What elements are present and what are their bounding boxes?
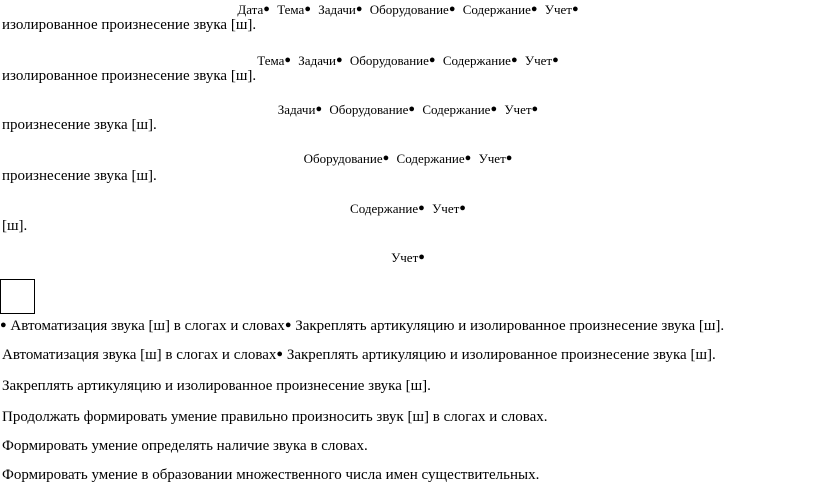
bullet-icon: ● — [355, 3, 363, 15]
task-line-4: Продолжать формировать умение правильно произносить звук [ш] в слогах и словах. — [2, 409, 548, 425]
bullet-icon: ● — [276, 348, 284, 360]
header-item: Тема● — [257, 53, 292, 68]
header-item: Оборудование● — [369, 2, 456, 17]
bullet-icon: ● — [418, 202, 425, 214]
header-item: Тема● — [277, 2, 311, 17]
bullet-icon: ● — [0, 319, 7, 331]
header-item: Содержание● — [462, 2, 538, 17]
image-placeholder — [0, 279, 35, 314]
task-text: Автоматизация звука [ш] в слогах и словах — [10, 318, 285, 334]
header-item: Задачи● — [277, 102, 323, 117]
header-item: Задачи● — [298, 53, 343, 68]
header-item: Учет● — [391, 250, 425, 265]
bullet-icon: ● — [531, 103, 539, 115]
bullet-icon: ● — [315, 103, 323, 115]
header-item: Оборудование● — [303, 151, 390, 166]
header-row-5 — [0, 201, 816, 218]
bullet-icon: ● — [428, 54, 436, 66]
bullet-icon: ● — [464, 152, 472, 164]
header-item: Содержание● — [442, 53, 518, 68]
task-text: Автоматизация звука [ш] в слогах и словах — [2, 347, 277, 363]
text-fragment: изолированное произнесение звука [ш]. — [2, 17, 257, 33]
task-line-3: Закреплять артикуляцию и изолированное произнесение звука [ш]. — [2, 378, 431, 394]
header-item: Содержание● — [422, 102, 498, 117]
bullet-icon: ● — [382, 152, 390, 164]
text-fragment: произнесение звука [ш]. — [2, 168, 157, 184]
bullet-icon: ● — [335, 54, 343, 66]
bullet-icon: ● — [571, 3, 579, 15]
header-item: Оборудование● — [329, 102, 416, 117]
header-item: Учет● — [544, 2, 579, 17]
task-text: Закреплять артикуляцию и изолированное произнесение звука [ш]. — [286, 347, 716, 363]
task-line-2 — [2, 347, 716, 365]
header-item: Задачи● — [318, 2, 363, 17]
bullet-icon: ● — [304, 3, 311, 15]
bullet-icon: ● — [510, 54, 518, 66]
header-item: Оборудование● — [349, 53, 436, 68]
header-item: Дата● — [237, 2, 270, 17]
bullet-icon: ● — [448, 3, 456, 15]
bullet-icon: ● — [284, 319, 292, 331]
task-text: Закреплять артикуляцию и изолированное произнесение звука [ш]. — [295, 318, 725, 334]
task-line-6: Формировать умение в образовании множественного числа имен существительных. — [2, 467, 540, 483]
text-fragment: произнесение звука [ш]. — [2, 117, 157, 133]
task-line-1 — [0, 318, 724, 336]
bullet-icon: ● — [505, 152, 513, 164]
header-item: Содержание● — [396, 151, 472, 166]
bullet-icon: ● — [490, 103, 498, 115]
bullet-icon: ● — [284, 54, 292, 66]
header-item: Учет● — [478, 151, 513, 166]
bullet-icon: ● — [418, 251, 425, 263]
text-fragment: [ш]. — [2, 218, 28, 234]
bullet-icon: ● — [530, 3, 538, 15]
bullet-icon: ● — [408, 103, 416, 115]
task-line-5: Формировать умение определять наличие звука в словах. — [2, 438, 368, 454]
header-row-6 — [0, 250, 816, 267]
header-row-4 — [0, 151, 816, 168]
bullet-icon: ● — [552, 54, 559, 66]
header-item: Учет● — [524, 53, 559, 68]
bullet-icon: ● — [263, 3, 270, 15]
header-item: Учет● — [504, 102, 539, 117]
bullet-icon: ● — [459, 202, 466, 214]
text-fragment: изолированное произнесение звука [ш]. — [2, 68, 257, 84]
header-item: Содержание● — [350, 201, 425, 216]
header-item: Учет● — [432, 201, 466, 216]
